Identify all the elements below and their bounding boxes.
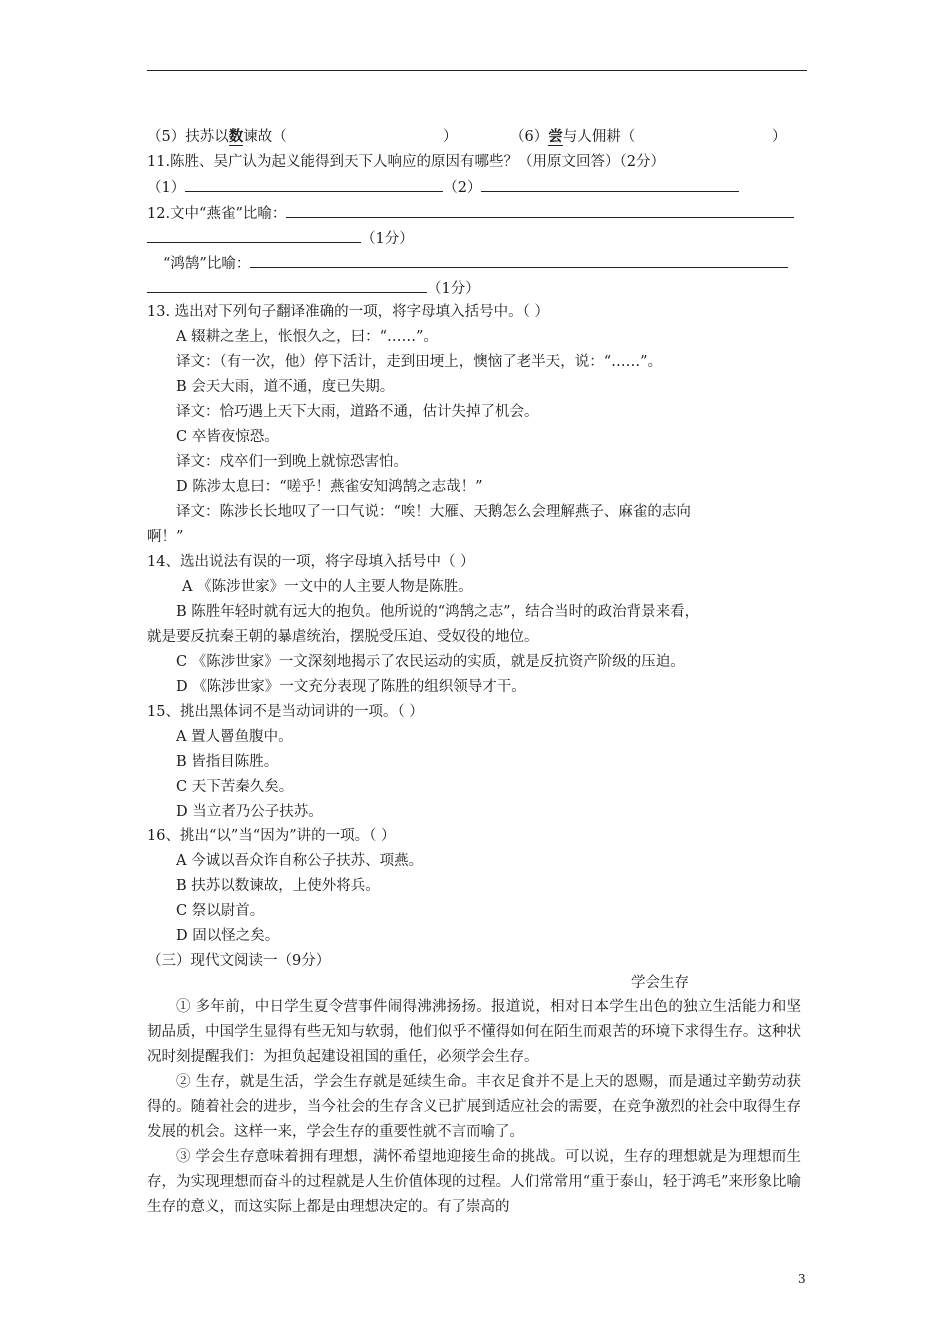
q10-line [147,127,287,147]
q12-line2 [163,253,788,274]
q13-option-c: C 卒皆夜惊恐。 [176,429,279,445]
q10-item6 [510,127,635,147]
q16-option-c: C 祭以尉首。 [176,903,265,919]
q15-option-c: C 天下苦秦久矣。 [176,779,294,795]
q12-score1: （1分） [361,231,414,247]
q14-option-b: B 陈胜年轻时就有远大的抱负。他所说的“鸿鹄之志”，结合当时的政治背景来看， [176,604,700,620]
q12-honghu-label: “鸿鹄”比喻： [163,256,251,272]
article-paragraph-2: ② 生存，就是生活，学会生存就是延续生命。丰衣足食并不是上天的恩赐，而是通过辛勤劳动获得的。随着社会的进步，当今社会的生存含义已扩展到适应社会的需要，在竞争激烈的社会中取得生存发展的机会。这样一来，学会生存的重要性就不言而喻了。 [147,1074,801,1140]
q12-yanque-blank-cont[interactable] [147,228,361,243]
q13-translation-d-wrap: 啊！” [147,529,184,545]
q13-translation-d: 译文：陈涉长长地叹了一口气说：“唉！大雁、天鹅怎么会理解燕子、麻雀的志向 [176,504,691,520]
q12-honghu-blank-cont[interactable] [147,278,427,293]
q10-item6-post: 与人佣耕（ [562,129,636,145]
q12-line1-cont [147,228,414,249]
page-number: 3 [798,1272,806,1286]
q16-option-d: D 固以怪之矣。 [176,928,280,944]
q13-option-b: B 会天大雨，道不通，度已失期。 [176,379,395,395]
q11-stem: 11.陈胜、吴广认为起义能得到天下人响应的原因有哪些？（用原文回答）（2分） [147,154,666,170]
q15-stem: 15、挑出黑体词不是当动词讲的一项。（ ） [147,704,424,720]
q16-stem: 16、挑出“以”当“因为”讲的一项。（ ） [147,828,396,844]
q11-answer2-blank[interactable] [481,177,739,192]
q14-option-d: D 《陈涉世家》一文充分表现了陈胜的组织领导才干。 [176,679,526,695]
section3-heading: （三）现代文阅读一（9分） [147,953,331,969]
q15-option-d: D 当立者乃公子扶苏。 [176,804,323,820]
q16-option-b: B 扶苏以数谏故，上使外将兵。 [176,878,380,894]
q14-option-b-wrap: 就是要反抗秦王朝的暴虐统治，摆脱受压迫、受奴役的地位。 [147,629,539,645]
q10-item5-pre: （5）扶苏以 [147,129,229,145]
q13-translation-a: 译文：（有一次，他）停下活计，走到田埂上，懊恼了老半天，说：“……”。 [176,354,663,370]
q13-translation-b: 译文：恰巧遇上天下大雨，道路不通，估计失掉了机会。 [176,404,539,420]
q14-option-c: C 《陈涉世家》一文深刻地揭示了农民运动的实质，就是反抗资产阶级的压迫。 [176,654,685,670]
q15-option-b: B 皆指目陈胜。 [176,754,279,770]
q10-item5-close: ） [443,129,458,145]
q10-item6-close: ） [772,129,787,145]
q11-answer-line [147,177,739,198]
article-paragraph-3: ③ 学会生存意味着拥有理想，满怀希望地迎接生命的挑战。可以说，生存的理想就是为理想而生存，为实现理想而奋斗的过程就是人生价值体现的过程。人们常常用“重于泰山，轻于鸿毛”来形象比喻生存的意义，而这实际上都是由理想决定的。有了崇高的 [147,1149,801,1215]
q13-translation-c: 译文：戍卒们一到晚上就惊恐害怕。 [176,454,408,470]
q15-option-a: A 置人罾鱼腹中。 [176,729,293,745]
header-rule [147,70,807,71]
q11-answer1-blank[interactable] [185,177,443,192]
q12-yanque-blank[interactable] [286,203,794,218]
q11-answer2-label: （2） [443,180,482,196]
q14-option-a: A 《陈涉世家》一文中的人主要人物是陈胜。 [182,579,473,595]
q12-line1 [147,203,794,224]
q16-option-a: A 今诚以吾众诈自称公子扶苏、项燕。 [176,853,424,869]
q10-item6-key: 尝 [548,128,563,145]
q12-yanque-label: 12.文中“燕雀”比喻： [147,206,287,222]
q10-item5-post: 谏故（ [243,129,287,145]
q12-honghu-blank[interactable] [250,253,788,268]
q14-stem: 14、选出说法有误的一项，将字母填入括号中（ ） [147,554,475,570]
article-title: 学会生存 [631,975,689,991]
q12-line2-cont [147,278,480,299]
q11-answer1-label: （1） [147,180,186,196]
q13-option-d: D 陈涉太息曰：“嗟乎！燕雀安知鸿鹄之志哉！” [176,479,483,495]
q13-stem: 13. 选出对下列句子翻译准确的一项，将字母填入括号中。（ ） [147,304,550,320]
q13-option-a: A 辍耕之垄上，怅恨久之，曰：“……”。 [176,329,438,345]
article-paragraph-1: ① 多年前，中日学生夏令营事件闹得沸沸扬扬。报道说，相对日本学生出色的独立生活能力和坚韧品质，中国学生显得有些无知与软弱，他们似乎不懂得如何在陌生而艰苦的环境下求得生存。这种状况时刻提醒我们：为担负起建设祖国的重任，必须学会生存。 [147,999,801,1065]
q12-score2: （1分） [427,281,480,297]
q10-item6-pre: （6） [510,129,549,145]
q10-item5-key: 数 [228,128,244,145]
